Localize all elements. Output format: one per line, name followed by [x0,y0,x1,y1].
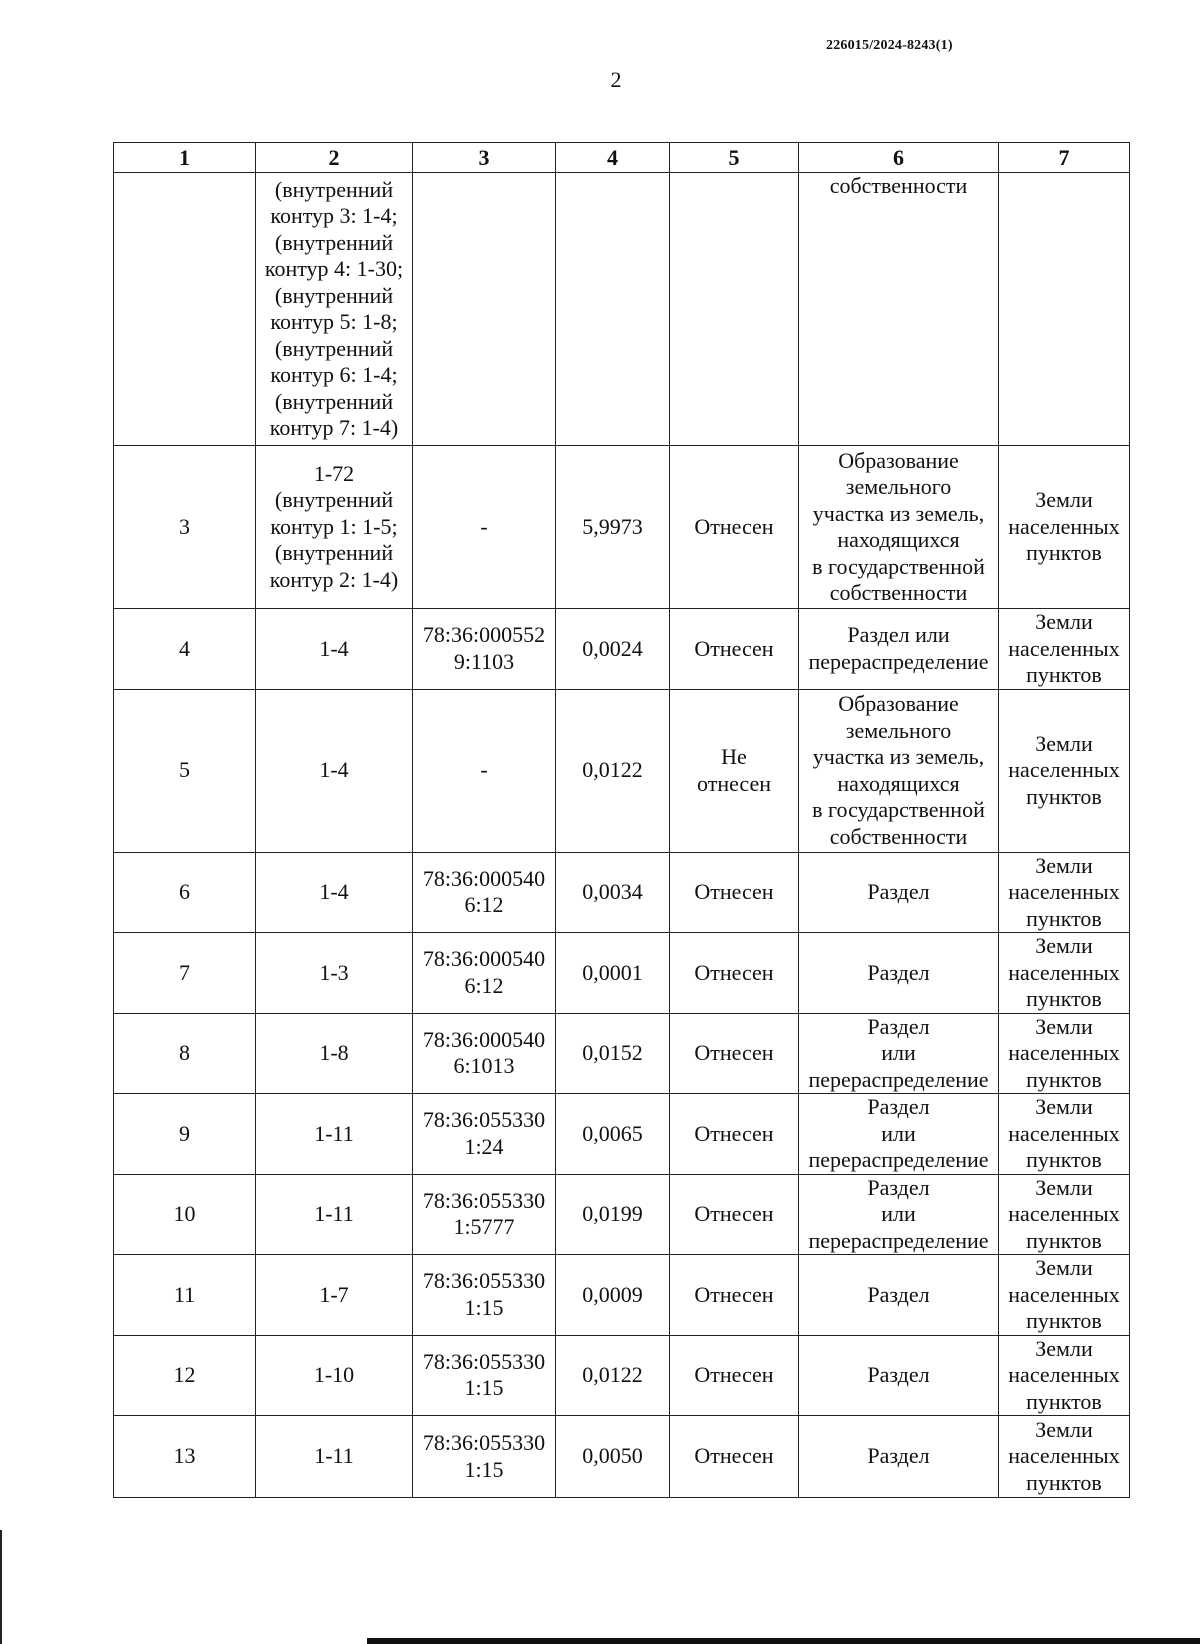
cell-status: Не отнесен [670,689,799,852]
cell-number: 5 [114,689,256,852]
cell-cadastral: 78:36:055330 1:15 [413,1416,556,1498]
cell-area: 0,0001 [556,933,670,1014]
cell-area: 0,0199 [556,1174,670,1255]
cell-method: Образование земельного участка из земель, находящихся в государственной собственности [799,689,999,852]
cell-cadastral: 78:36:055330 1:15 [413,1335,556,1416]
cell-points: 1-72 (внутренний контур 1: 1-5; (внутренний контур 2: 1-4) [256,446,413,609]
cell-method: Раздел [799,1416,999,1498]
cell-number: 3 [114,446,256,609]
cell-status: Отнесен [670,1094,799,1175]
cell-points: 1-10 [256,1335,413,1416]
cell-area: 0,0065 [556,1094,670,1175]
cell-cadastral: 78:36:055330 1:24 [413,1094,556,1175]
cell-category: Земли населенных пунктов [999,446,1130,609]
cell-method: Раздел [799,852,999,933]
cell-points: 1-11 [256,1416,413,1498]
cell-number: 8 [114,1013,256,1094]
cell-points: 1-11 [256,1094,413,1175]
cell-cadastral: 78:36:000540 6:1013 [413,1013,556,1094]
cell-points: (внутренний контур 3: 1-4; (внутренний контур 4: 1-30; (внутренний контур 5: 1-8; (внутренний контур 6: 1-4; (внутренний контур 7: 1-4) [256,173,413,446]
cell-number: 10 [114,1174,256,1255]
cell-points: 1-4 [256,689,413,852]
cell-area: 0,0034 [556,852,670,933]
document-number: 226015/2024-8243(1) [826,38,953,53]
cell-number: 11 [114,1255,256,1336]
cell-method: Раздел [799,1255,999,1336]
cell-area: 0,0122 [556,1335,670,1416]
cell-status: Отнесен [670,933,799,1014]
cell-status: Отнесен [670,1174,799,1255]
table-row [114,609,1130,690]
cell-cadastral: 78:36:000540 6:12 [413,852,556,933]
cell-area: 0,0009 [556,1255,670,1336]
cell-category: Земли населенных пунктов [999,689,1130,852]
cell-status: Отнесен [670,609,799,690]
column-header-7: 7 [999,143,1130,173]
column-header-5: 5 [670,143,799,173]
land-plots-table [113,142,1130,1498]
table-row [114,1255,1130,1336]
cell-points: 1-4 [256,852,413,933]
cell-status: Отнесен [670,1255,799,1336]
table-row [114,933,1130,1014]
cell-area: 0,0050 [556,1416,670,1498]
cell-cadastral: 78:36:000552 9:1103 [413,609,556,690]
cell-number: 7 [114,933,256,1014]
cell-status: Отнесен [670,1335,799,1416]
cell-method: Образование земельного участка из земель, находящихся в государственной собственности [799,446,999,609]
column-header-2: 2 [256,143,413,173]
cell-area: 0,0152 [556,1013,670,1094]
cell-number: 12 [114,1335,256,1416]
cell-category: Земли населенных пунктов [999,1013,1130,1094]
scan-bottom-bar [367,1638,1200,1644]
table-row [114,1416,1130,1498]
table-row [114,689,1130,852]
cell-category: Земли населенных пунктов [999,1174,1130,1255]
table-row [114,173,1130,446]
cell-points: 1-7 [256,1255,413,1336]
cell-status: Отнесен [670,1013,799,1094]
cell-method: Раздел [799,933,999,1014]
cell-category: Земли населенных пунктов [999,609,1130,690]
table-row [114,1094,1130,1175]
cell-points: 1-3 [256,933,413,1014]
cell-cadastral: 78:36:055330 1:5777 [413,1174,556,1255]
cell-category: Земли населенных пунктов [999,1416,1130,1498]
cell-status: Отнесен [670,1416,799,1498]
cell-cadastral [413,173,556,446]
cell-category: Земли населенных пунктов [999,933,1130,1014]
table-row [114,446,1130,609]
table-row [114,1013,1130,1094]
cell-cadastral: - [413,446,556,609]
cell-points: 1-11 [256,1174,413,1255]
cell-number: 4 [114,609,256,690]
cell-category [999,173,1130,446]
cell-status [670,173,799,446]
cell-method: Раздел или перераспределение [799,609,999,690]
page-number: 2 [610,67,622,92]
cell-category: Земли населенных пунктов [999,1094,1130,1175]
cell-cadastral: 78:36:055330 1:15 [413,1255,556,1336]
cell-area: 5,9973 [556,446,670,609]
cell-area [556,173,670,446]
cell-category: Земли населенных пунктов [999,1255,1130,1336]
table-row [114,852,1130,933]
column-header-1: 1 [114,143,256,173]
scan-edge-mark [0,1530,2,1644]
cell-method: Раздел или перераспределение [799,1013,999,1094]
cell-points: 1-8 [256,1013,413,1094]
cell-number: 6 [114,852,256,933]
cell-number [114,173,256,446]
cell-number: 9 [114,1094,256,1175]
table-header-row [114,143,1130,173]
cell-points: 1-4 [256,609,413,690]
cell-cadastral: - [413,689,556,852]
cell-category: Земли населенных пунктов [999,1335,1130,1416]
cell-area: 0,0122 [556,689,670,852]
table-row [114,1174,1130,1255]
cell-method: Раздел или перераспределение [799,1094,999,1175]
cell-area: 0,0024 [556,609,670,690]
cell-number: 13 [114,1416,256,1498]
cell-status: Отнесен [670,446,799,609]
table-row [114,1335,1130,1416]
cell-cadastral: 78:36:000540 6:12 [413,933,556,1014]
cell-method: собственности [799,173,999,446]
cell-method: Раздел [799,1335,999,1416]
cell-category: Земли населенных пунктов [999,852,1130,933]
column-header-3: 3 [413,143,556,173]
cell-status: Отнесен [670,852,799,933]
column-header-4: 4 [556,143,670,173]
column-header-6: 6 [799,143,999,173]
cell-method: Раздел или перераспределение [799,1174,999,1255]
